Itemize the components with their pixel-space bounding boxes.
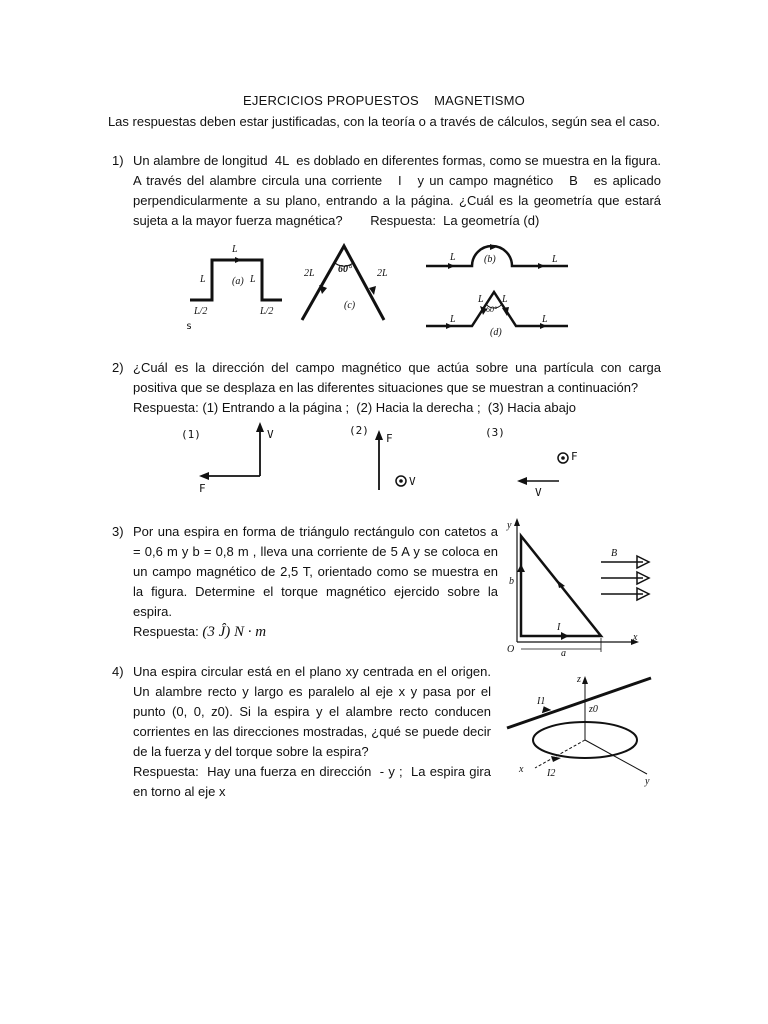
- shape-a-note: s: [186, 321, 193, 332]
- fig4-label-x: x: [519, 764, 524, 775]
- question-3-figure: [505, 518, 655, 658]
- case-3-velocity-arrow: [517, 477, 527, 485]
- question-2-number: 2): [112, 360, 124, 375]
- fig3-label-y: y: [507, 520, 512, 531]
- fig3-label-B: B: [611, 548, 618, 559]
- page-title: EJERCICIOS PROPUESTOS MAGNETISMO: [243, 93, 525, 108]
- axis-y-arrow: [514, 518, 520, 526]
- shape-c-tag: (c): [344, 300, 356, 311]
- fig3-label-b: b: [509, 576, 514, 587]
- shape-c-label-left: 2L: [304, 268, 315, 279]
- shape-a-label-bottom-right: L/2: [260, 306, 274, 317]
- fig4-label-I2: I2: [547, 768, 556, 779]
- question-1-text: [133, 151, 665, 231]
- loop-current-arrow: [517, 564, 525, 572]
- case-1-velocity-arrow: [256, 422, 264, 432]
- shape-c: [302, 246, 384, 320]
- case-1-force-arrow: [199, 472, 209, 480]
- case-2-force-label: F: [386, 432, 393, 445]
- case-3-velocity-label: V: [535, 486, 542, 499]
- axis-z-arrow: [582, 676, 588, 684]
- case-2-velocity-label: V: [409, 475, 416, 488]
- shape-b-arrow-3: [538, 263, 545, 269]
- question-4-answer: Respuesta: Hay una fuerza en dirección - y ; La espira gira en torno al eje x: [133, 764, 495, 799]
- straight-wire: [507, 678, 651, 728]
- case-2-label: (2): [349, 424, 369, 437]
- shape-a-tag: (a): [232, 276, 244, 287]
- page-subtitle: Las respuestas deben estar justificadas, con la teoría o a través de cálculos, según sea el caso.: [107, 114, 661, 129]
- shape-d-tag: (d): [490, 327, 502, 338]
- case-3-label: (3): [485, 426, 505, 439]
- shape-b-label-right: L: [552, 254, 558, 265]
- question-1-body: Un alambre de longitud 4L es doblado en diferentes formas, como se muestra en la figura. A través del alambre circula una corriente I y un campo magnético B es aplicado perpendicularmente a su plano, entrando a la página. ¿Cuál es la geometría que estará sujeta a la mayor fuerza magnética?: [133, 153, 665, 228]
- fig3-label-a: a: [561, 648, 566, 658]
- question-4-number: 4): [112, 664, 124, 679]
- loop-current-arrow-4: [551, 756, 561, 762]
- question-3-number: 3): [112, 524, 124, 539]
- fig4-label-z: z: [577, 674, 581, 685]
- question-2-body: ¿Cuál es la dirección del campo magnético que actúa sobre una partícula con carga positiva que se desplaza en las diferentes situaciones que se muestran a continuación?: [133, 360, 661, 395]
- shape-a-label-bottom-left: L/2: [194, 306, 208, 317]
- loop-current-arrow-2: [561, 632, 569, 640]
- fig4-label-z0: z0: [589, 704, 598, 715]
- question-2-text: [133, 358, 661, 418]
- question-3-answer-value: (3 Ĵ) N · m: [202, 624, 267, 640]
- shape-a-label-top: L: [232, 244, 238, 255]
- axis-x-4: [535, 740, 585, 768]
- shape-d-angle: 60°: [486, 305, 498, 314]
- case-1-force-label: F: [199, 482, 206, 495]
- fig3-label-I: I: [557, 622, 561, 633]
- case-2-velocity-dot: [399, 479, 403, 483]
- case-3-force-dot: [561, 456, 565, 460]
- shape-a-label-left: L: [200, 274, 206, 285]
- question-4-body: Una espira circular está en el plano xy centrada en el origen. Un alambre recto y largo es paralelo al eje x y pasa por el punto (0, 0, z0). Si la espira y el alambre recto conducen corrientes en las direcciones mostradas, ¿qué se puede decir de la fuerza y del torque sobre la espira?: [133, 664, 491, 759]
- question-2-answer: Respuesta: (1) Entrando a la página ; (2) Hacia la derecha ; (3) Hacia abajo: [133, 400, 576, 415]
- shape-b-label-left: L: [450, 252, 456, 263]
- shape-b-tag: (b): [484, 254, 496, 265]
- shape-c-label-right: 2L: [377, 268, 388, 279]
- shape-b-arrow-1: [448, 263, 455, 269]
- shape-d-label-slope-left: L: [478, 294, 484, 305]
- shape-d-label-right: L: [542, 314, 548, 325]
- shape-b: [426, 246, 568, 266]
- question-2-figure: [175, 420, 605, 500]
- case-1-label: (1): [181, 428, 201, 441]
- case-1-velocity-label: V: [267, 428, 274, 441]
- question-1-answer: Respuesta: La geometría (d): [370, 213, 540, 228]
- shape-a-label-right: L: [250, 274, 256, 285]
- fig3-label-x: x: [633, 632, 638, 643]
- fig3-label-O: O: [507, 644, 515, 655]
- question-1-figure: [180, 238, 600, 338]
- fig4-label-y: y: [645, 776, 650, 787]
- shape-a-arrow: [235, 257, 242, 263]
- question-1-number: 1): [112, 153, 124, 168]
- shape-d-label-left: L: [450, 314, 456, 325]
- question-3-body: Por una espira en forma de triángulo rectángulo con catetos a = 0,6 m y b = 0,8 m , lleva una corriente de 5 A y se coloca en un campo magnético de 2,5 T, orientado como se muestra en la figura. Determine el torque magnético ejercido sobre la espira.: [133, 524, 498, 619]
- case-3-force-label: F: [571, 450, 578, 463]
- question-4-text: [133, 662, 495, 802]
- shape-c-angle: 60°: [338, 264, 352, 275]
- loop-current-arrow-3: [557, 580, 565, 588]
- question-3-text: [133, 522, 498, 642]
- shape-d-label-slope-right: L: [502, 294, 508, 305]
- question-4-figure: [505, 670, 655, 790]
- case-2-force-arrow: [375, 430, 383, 440]
- fig4-label-I1: I1: [537, 696, 546, 707]
- question-3-answer-prefix: Respuesta:: [133, 624, 203, 639]
